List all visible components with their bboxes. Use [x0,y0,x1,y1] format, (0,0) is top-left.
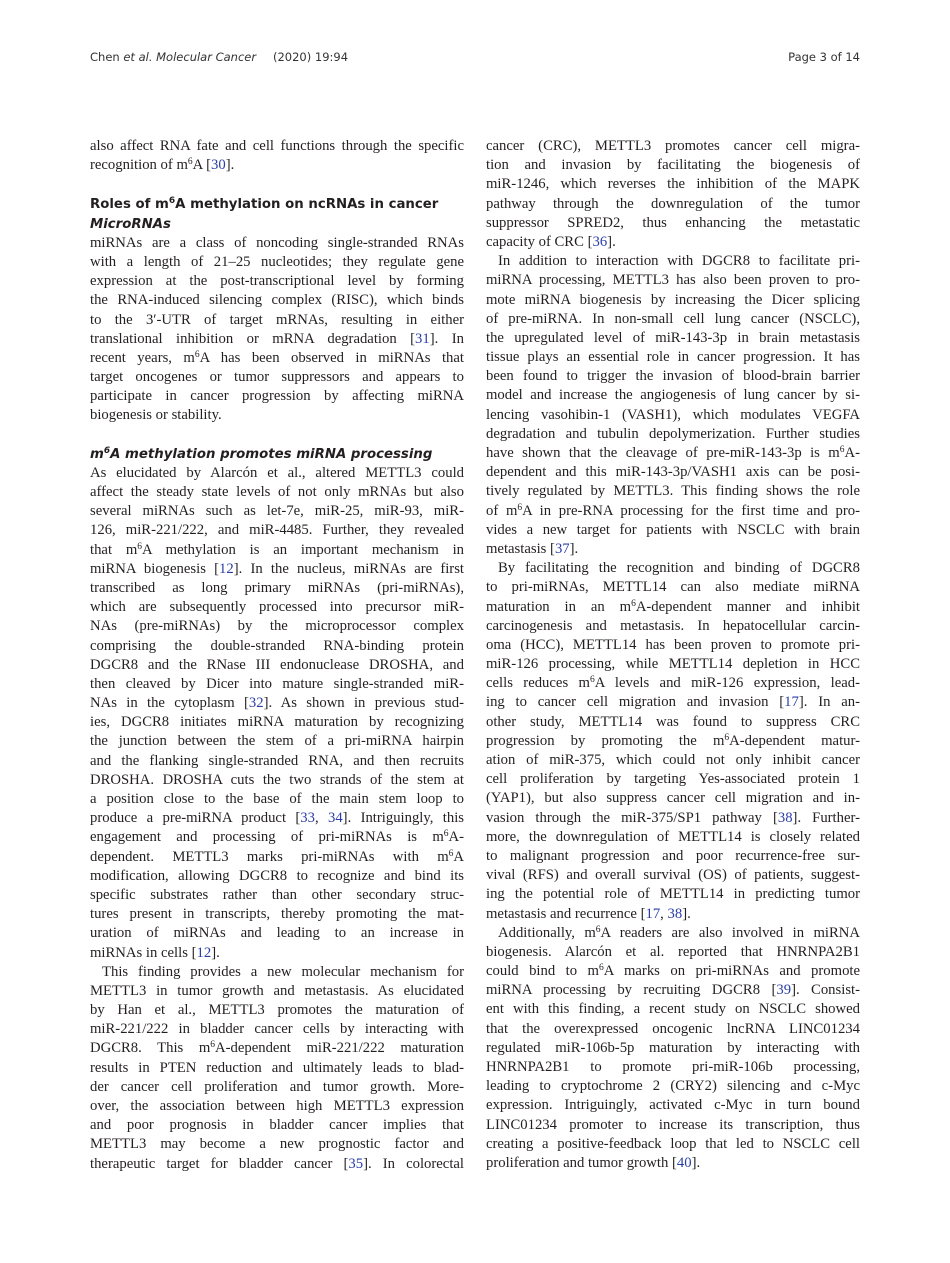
superscript: 6 [839,445,845,455]
text-line: and the flanking single-stranded RNA, and then recruits [90,752,464,769]
text-line: a position close to the base of the main stem loop to [90,791,464,808]
text-line: other study, METTL14 was found to suppress CRC [486,713,860,730]
text-line: then cleaved by Dicer into mature single-stranded miR- [90,675,464,692]
citation-link[interactable]: 17 [645,905,661,922]
text-line: over, the association between high METTL3 expression [90,1098,464,1115]
section-heading: Roles of $m^6A$ methylation on ncRNAs in cancer [90,196,439,213]
text-line: miRNA biogenesis [12]. In the nucleus, miRNAs are first [90,560,464,577]
text-line: cancer (CRC), METTL3 promotes cancer cell migra- [486,138,860,154]
text-line: the junction between the stem of a pri-miRNA hairpin [90,733,464,750]
paragraph [90,963,464,1174]
text-line: vival (RFS) and overall survival (OS) of patients, suggest- [486,867,860,884]
text-line: tissue plays an essential role in cancer progression. It has [486,349,860,366]
paragraph [90,234,464,426]
text-line: (YAP1), but also suppress cancer cell migration and in- [486,790,860,807]
text-line: LINC01234 promoter to increase its transcription, thus [486,1116,860,1133]
text-line: miR-1246, which reverses the inhibition of the MAPK [486,176,860,193]
text-line: which are subsequently processed into precursor miR- [90,599,464,616]
text-line: model and increase the angiogenesis of lung cancer by si- [486,387,860,404]
text-line: engagement and processing of pri-miRNAs is $m^6A-$ [90,829,464,846]
citation-link[interactable]: 32 [248,695,264,712]
text-line: NAs in the cytoplasm [32]. As shown in previous stud- [90,695,465,712]
text-line: the RNA-induced silencing complex (RISC), which binds [90,292,464,309]
text-line: by Han et al., METTL3 promotes the maturation of [90,1002,464,1019]
citation-link[interactable]: 17 [784,694,799,711]
text-line: recent years, $m^6A$ has been observed in miRNAs that [90,349,464,366]
text-line: uration of miRNAs and leading to an increase in [90,925,464,942]
citation-link[interactable]: 34 [327,810,343,827]
citation-link[interactable]: 12 [219,560,234,577]
citation-link[interactable]: 31 [415,330,430,347]
left-column [90,137,464,1174]
text-line: tively regulated by METTL3. This finding shows the role [486,483,860,500]
text-line: ing to cancer cell migration and invasion [17]. In an- [486,694,860,711]
text-line: As elucidated by Alarcón et al., altered METTL3 could [90,464,464,481]
citation-link[interactable]: 38 [667,905,683,922]
text-line: participate in cancer progression by affecting miRNA [90,388,464,405]
header-citation: (2020) 19:94 [273,50,349,64]
citation-link[interactable]: 39 [776,982,792,999]
superscript: 6 [168,196,176,207]
text-line: miR-221/222 in bladder cancer cells by interacting with [90,1021,464,1038]
text-line: dependent. METTL3 marks pri-miRNAs with $m^6A$ [90,848,464,865]
text-line: mote miRNA biogenesis by increasing the Dicer splicing [486,291,860,308]
text-line: proliferation and tumor growth [40]. [486,1154,701,1171]
text-line: biogenesis. Alarcón et al. reported that HNRNPA2B1 [486,943,860,960]
superscript: 6 [137,541,143,552]
paragraph [90,464,464,963]
text-line: miR-126 processing, while METTL14 depletion in HCC [486,656,860,673]
text-line: maturation in an $m^6A$-dependent manner and inhibit [486,598,860,615]
text-line: to the 3′-UTR of target mRNAs, resulting in either [90,311,464,328]
text-line: of pre-miRNA. In non-small cell lung cancer (NSCLC), [486,310,860,327]
text-line: In addition to interaction with DGCR8 to facilitate pri- [498,253,860,270]
superscript: 6 [598,963,604,974]
text-line: and poor prognosis in bladder cancer implies that [90,1117,464,1134]
text-line: to malignant progression and poor recurrence-free sur- [486,847,860,864]
header-journal: et al. Molecular Cancer [123,50,257,64]
text-line: This finding provides a new molecular mechanism for [102,963,464,980]
text-line: METTL3 in tumor growth and metastasis. As elucidated [90,982,464,999]
text-line: target oncogenes or tumor suppressors and appears to [90,369,464,386]
text-line: 126, miR-221/222, and miR-4485. Further, they revealed [90,522,464,539]
text-line: of $m^6A$ in pre-RNA processing for the first time and pro- [486,502,860,519]
citation-link[interactable]: 35 [348,1155,364,1172]
text-line: DROSHA. DROSHA cuts the two strands of the stem at [90,771,464,788]
right-column [486,137,860,1173]
citation-link[interactable]: 33 [300,810,315,827]
text-line: ing the potential role of METTL14 in predicting tumor [486,886,860,903]
superscript: 6 [724,732,730,743]
text-line: more, the downregulation of METTL14 is closely related [486,828,860,845]
text-line: with a length of 21–25 nucleotides; they regulate gene [90,253,464,270]
superscript: 6 [595,924,601,935]
text-line: suppressor SPRED2, thus enhancing the metastatic [486,214,860,231]
subsection-heading: $m^6A$ methylation promotes miRNA processing [90,445,433,462]
text-line: biogenesis or stability. [90,407,222,424]
text-line: By facilitating the recognition and binding of DGCR8 [498,560,860,577]
text-line: carcinogenesis and metastasis. In hepatocellular carcin- [486,617,860,634]
text-line: capacity of CRC [36]. [486,233,616,250]
paragraph [90,137,464,175]
text-line: expression. Intriguingly, activated c-Myc in turn bound [486,1097,860,1114]
text-line: also affect RNA fate and cell functions through the specific [90,138,464,154]
text-line: miRNA processing by recruiting DGCR8 [39]. Consist- [486,982,861,999]
text-line: affect the steady state levels of not only mRNAs but also [90,484,464,501]
text-line: that $m^6A$ methylation is an important mechanism in [90,541,464,558]
superscript: 6 [210,1040,216,1051]
text-line: have shown that the cleavage of pre-miR-143-3p is $m^6A-$ [486,445,860,461]
header-author: Chen [90,50,120,64]
superscript: 6 [631,598,636,609]
citation-link[interactable]: 12 [196,944,212,961]
text-line: modification, allowing DGCR8 to recognize and bind its [90,867,464,884]
citation-link[interactable]: 36 [592,233,608,250]
text-line: several miRNAs such as let-7e, miR-25, miR-93, miR- [90,503,464,520]
text-line: ent with this finding, a recent study on NSCLC showed [486,1001,860,1018]
text-line: could bind to $m^6A$ marks on pri-miRNAs and promote [486,963,861,980]
text-line: vides a new target for patients with NSCLC with brain [486,521,860,538]
text-line: translational inhibition or mRNA degradation [31]. In [90,330,464,347]
text-line: degradation and tubulin depolymerization. Further studies [486,425,860,442]
text-line: miRNAs are a class of noncoding single-stranded RNAs [90,234,464,251]
superscript: 6 [517,502,523,513]
text-line: miRNAs in cells [12]. [90,944,220,961]
text-line: DGCR8 and the RNase III endonuclease DROSHA, and [90,656,464,673]
text-line: dependent and this miR-143-3p/VASH1 axis can be posi- [486,464,860,481]
citation-link[interactable]: 40 [676,1154,692,1171]
text-line: lencing vasohibin-1 (VASH1), which modulates VEGFA [486,406,860,423]
superscript: 6 [187,157,193,168]
text-line: results in PTEN reduction and ultimately leads to blad- [90,1059,464,1076]
text-line: specific substrates rather than other secondary struc- [90,886,464,903]
paragraph [486,137,860,252]
text-line: Additionally, $m^6A$ readers are also involved in miRNA [498,924,860,941]
text-line: creating a positive-feedback loop that led to NSCLC cell [486,1135,860,1152]
text-line: metastasis [37]. [486,540,579,557]
subsection-heading: MicroRNAs [90,216,171,232]
text-line: therapeutic target for bladder cancer [35]. In colorectal [90,1155,464,1172]
text-line: NAs (pre-miRNAs) by the microprocessor complex [90,618,464,635]
superscript: 6 [194,349,200,360]
text-line: that the overexpressed oncogenic lncRNA LINC01234 [486,1020,860,1037]
text-line: metastasis and recurrence [17, 38]. [486,905,691,922]
text-line: cells reduces $m^6A$ levels and miR-126 expression, lead- [486,675,860,692]
text-line: ies, DGCR8 initiates miRNA maturation by recognizing [90,714,464,731]
superscript: 6 [448,848,454,859]
superscript: 6 [443,829,449,840]
text-line: to pri-miRNAs, METTL14 can also mediate miRNA [486,579,860,596]
page-number: Page 3 of 14 [788,50,860,64]
superscript: 6 [589,675,595,686]
text-line: ation of miR-375, which could not only inhibit cancer [486,752,860,768]
text-line: HNRNPA2B1 to promote pri-miR-106b processing, [486,1059,860,1075]
text-line: comprising the double-stranded RNA-binding protein [90,637,464,654]
citation-link[interactable]: 37 [554,540,570,557]
paragraph [486,252,860,559]
text-line: regulated miR-106b-5p maturation by interacting with [486,1039,860,1056]
text-line: the upregulated level of miR-143-3p in brain metastasis [486,329,860,346]
text-line: recognition of $m^6A$ [30]. [90,157,235,174]
citation-link[interactable]: 30 [211,157,226,174]
text-line: leading to cryptochrome 2 (CRY2) silencing and c-Myc [486,1078,860,1095]
text-line: miRNA processing, METTL3 has also been proven to pro- [486,272,860,289]
text-line: transcribed as long primary miRNAs (pri-miRNAs), [90,579,464,596]
text-line: pathway through the downregulation of the tumor [486,195,860,212]
text-line: METTL3 may become a new prognostic factor and [90,1136,464,1153]
citation-link[interactable]: 38 [777,809,793,826]
running-header [90,50,256,64]
text-line: tion and invasion by facilitating the biogenesis of [486,157,860,174]
text-line: oma (HCC), METTL14 has been proven to promote pri- [486,636,860,653]
text-line: progression by promoting the $m^6A$-dependent matur- [486,732,860,749]
superscript: 6 [103,445,111,456]
text-line: DGCR8. This $m^6A$-dependent miR-221/222 maturation [90,1040,464,1057]
text-line: cell proliferation by targeting Yes-associated protein 1 [486,771,860,788]
text-line: tures present in transcripts, thereby promoting the mat- [90,906,464,923]
paragraph [486,924,860,1173]
text-line: vasion through the miR-375/SP1 pathway [38]. Further- [486,809,860,826]
text-line: expression at the post-transcriptional level by forming [90,273,464,290]
text-line: produce a pre-miRNA product [33, 34]. Intriguingly, this [90,810,465,827]
text-line: been found to trigger the invasion of blood-brain barrier [486,368,860,385]
paragraph [486,559,860,924]
text-line: der cancer cell proliferation and tumor growth. More- [90,1078,464,1095]
